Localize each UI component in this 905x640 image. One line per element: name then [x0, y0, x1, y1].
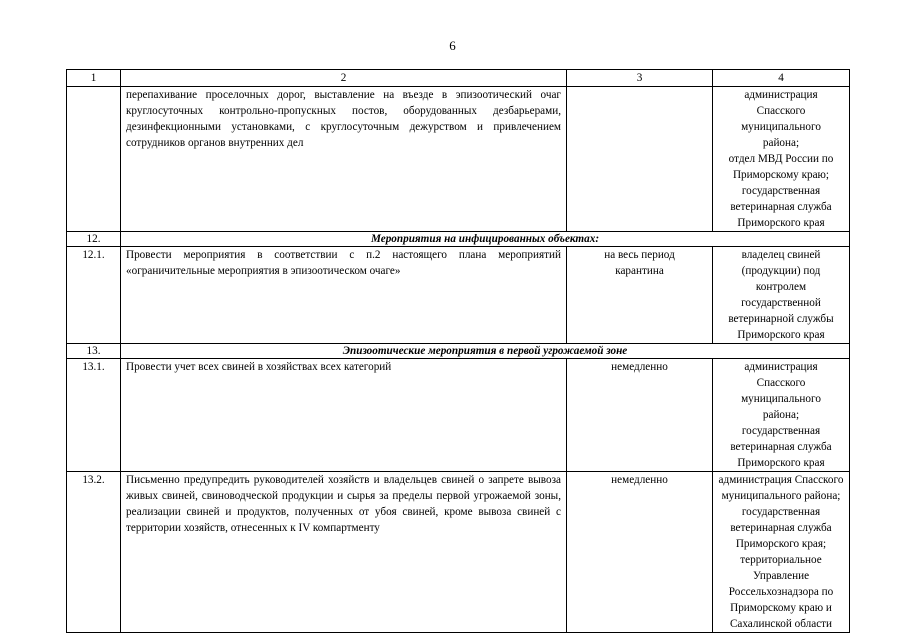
responsible-line: ветеринарная служба: [730, 201, 832, 213]
responsible-line: администрация: [744, 89, 818, 101]
responsible-line: государственная: [741, 506, 821, 518]
table-row-13-2: [67, 472, 850, 633]
responsible-line: Приморскому краю и: [730, 602, 832, 614]
row-number-cell: 12.1.: [67, 247, 121, 344]
responsible-line: муниципального района;: [721, 490, 841, 502]
deadline-line: карантина: [615, 265, 664, 277]
responsible-line: Приморского края: [737, 217, 825, 229]
responsible-line: государственная: [741, 425, 821, 437]
responsible-line: Приморского края;: [735, 538, 827, 550]
responsible-cell: [713, 87, 850, 232]
responsible-line: Сахалинской области: [729, 618, 833, 630]
responsible-line: отдел МВД России по: [728, 153, 834, 165]
responsible-cell: [713, 359, 850, 472]
measures-table: [66, 69, 850, 633]
responsible-line: ветеринарная служба: [730, 441, 832, 453]
responsible-line: Россельхознадзора по: [728, 586, 834, 598]
responsible-line: государственной: [741, 297, 821, 309]
responsible-line: администрация Спасского: [718, 474, 844, 486]
responsible-line: района;: [762, 409, 800, 421]
table-header-row: [67, 70, 850, 87]
row-number-cell: 13.1.: [67, 359, 121, 472]
responsible-line: владелец свиней: [741, 249, 821, 261]
responsible-cell: [713, 247, 850, 344]
table-row-13-1: [67, 359, 850, 472]
section-row-13: [67, 344, 850, 359]
responsible-line: администрация: [744, 361, 818, 373]
responsible-line: Спасского муниципального: [741, 377, 821, 405]
measure-text-cell: Провести учет всех свиней в хозяйствах всех категорий: [121, 359, 567, 472]
column-header-3: 3: [567, 70, 713, 87]
table-row-12-1: [67, 247, 850, 344]
section-title-cell: Мероприятия на инфицированных объектах:: [121, 232, 850, 247]
column-header-2: 2: [121, 70, 567, 87]
measure-text-cell: перепахивание проселочных дорог, выставление на въезде в эпизоотический очаг круглосуточных контрольно-пропускных постов, оборудованных дезбарьерами, дезинфекционными установками, с круглосуточным дежурством и привлечением сотрудников органов внутренних дел: [121, 87, 567, 232]
responsible-line: ветеринарная служба: [730, 522, 832, 534]
section-number-cell: 13.: [67, 344, 121, 359]
table-row-continuation: [67, 87, 850, 232]
row-number-cell: 13.2.: [67, 472, 121, 633]
section-number-cell: 12.: [67, 232, 121, 247]
deadline-cell: [567, 247, 713, 344]
deadline-line: на весь период: [604, 249, 675, 261]
deadline-cell: [567, 87, 713, 232]
section-row-12: [67, 232, 850, 247]
section-title-cell: Эпизоотические мероприятия в первой угрожаемой зоне: [121, 344, 850, 359]
responsible-line: территориальное: [740, 554, 822, 566]
column-header-4: 4: [713, 70, 850, 87]
responsible-line: ветеринарной службы: [728, 313, 834, 325]
deadline-cell: немедленно: [567, 472, 713, 633]
responsible-line: государственная: [741, 185, 821, 197]
row-number-cell: [67, 87, 121, 232]
responsible-line: (продукции) под контролем: [741, 265, 821, 293]
measure-text-cell: Письменно предупредить руководителей хозяйств и владельцев свиней о запрете вывоза живых свиней, свиноводческой продукции и сырья за пределы первой угрожаемой зоны, реализации свиней и продуктов, полученных от убоя свиней, кроме вывоза свиней с территории хозяйств, отнесенных к IV компартменту: [121, 472, 567, 633]
responsible-cell: [713, 472, 850, 633]
responsible-line: Управление: [752, 570, 810, 582]
responsible-line: Спасского муниципального: [741, 105, 821, 133]
measure-text-cell: Провести мероприятия в соответствии с п.2 настоящего плана мероприятий «ограничительные мероприятия в эпизоотическом очаге»: [121, 247, 567, 344]
deadline-cell: немедленно: [567, 359, 713, 472]
responsible-line: Приморского края: [737, 457, 825, 469]
responsible-line: Приморского края: [737, 329, 825, 341]
responsible-line: Приморскому краю;: [732, 169, 830, 181]
responsible-line: района;: [762, 137, 800, 149]
page-number: 6: [449, 38, 456, 53]
column-header-1: 1: [67, 70, 121, 87]
